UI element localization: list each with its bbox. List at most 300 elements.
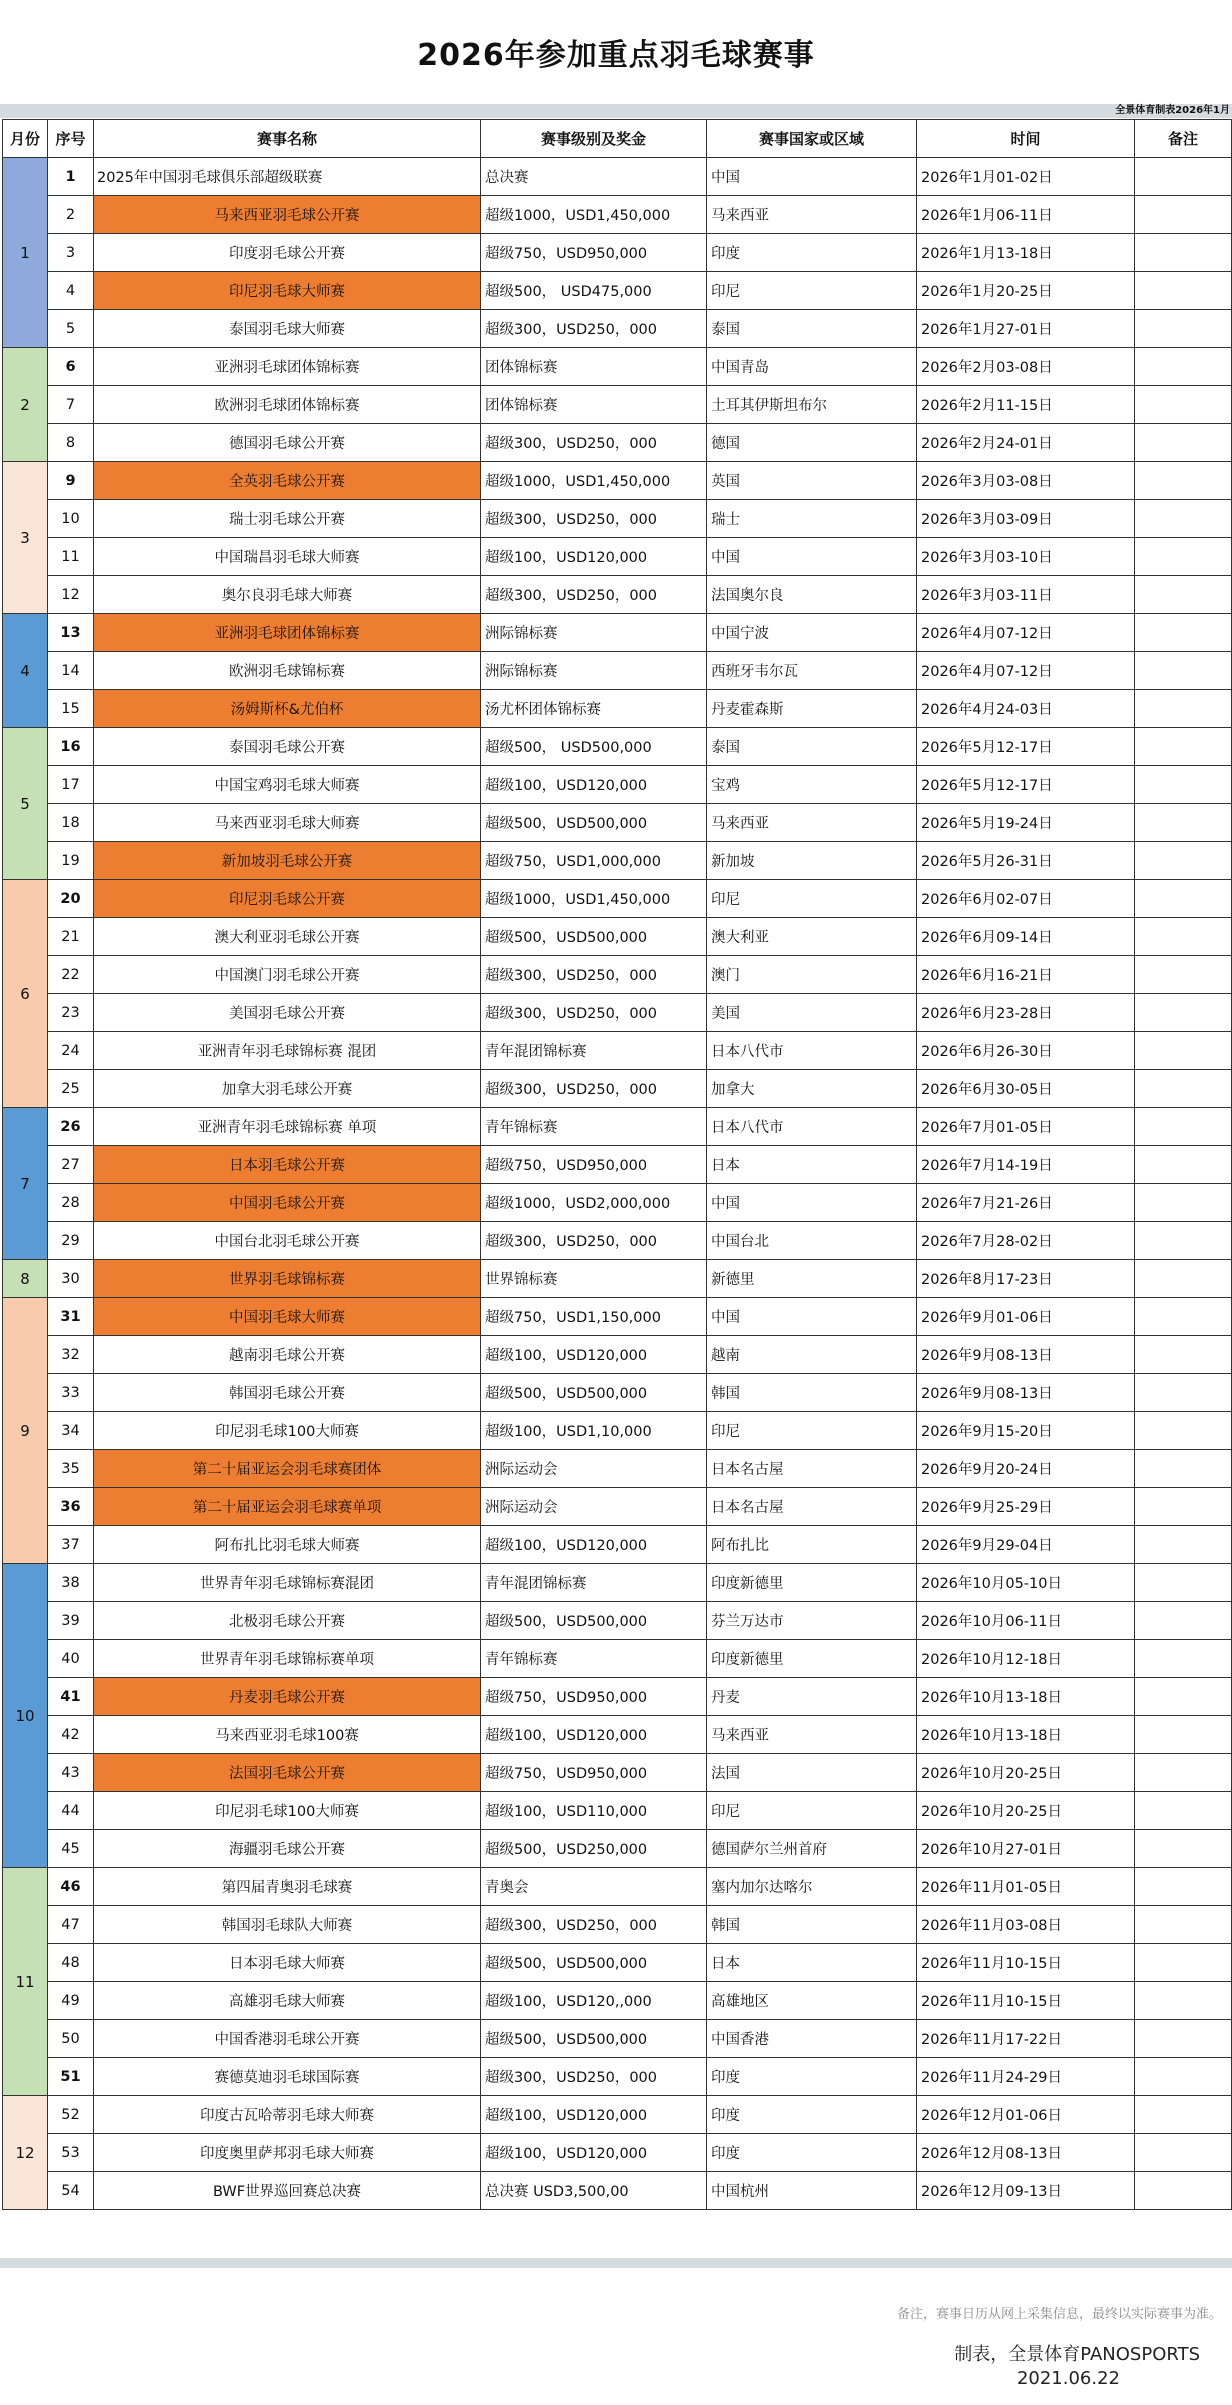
event-name-cell: 阿布扎比羽毛球大师赛	[94, 1526, 481, 1564]
country-cell: 印度新德里	[707, 1564, 917, 1602]
event-name-cell: 中国宝鸡羽毛球大师赛	[94, 766, 481, 804]
country-cell: 美国	[707, 994, 917, 1032]
event-name-cell: 日本羽毛球公开赛	[94, 1146, 481, 1184]
table-row	[3, 1260, 1232, 1298]
note-cell	[1135, 348, 1232, 386]
event-name-cell: 印尼羽毛球100大师赛	[94, 1412, 481, 1450]
note-cell	[1135, 386, 1232, 424]
country-cell: 印尼	[707, 1792, 917, 1830]
note-cell	[1135, 1184, 1232, 1222]
time-cell: 2026年3月03-11日	[917, 576, 1135, 614]
time-cell: 2026年6月30-05日	[917, 1070, 1135, 1108]
event-name-cell: 韩国羽毛球队大师赛	[94, 1906, 481, 1944]
note-cell	[1135, 766, 1232, 804]
seq-cell: 1	[48, 158, 94, 196]
country-cell: 韩国	[707, 1906, 917, 1944]
month-cell: 10	[3, 1564, 48, 1868]
event-name-cell: BWF世界巡回赛总决赛	[94, 2172, 481, 2210]
level-cell: 汤尤杯团体锦标赛	[481, 690, 707, 728]
event-name-cell: 印度奥里萨邦羽毛球大师赛	[94, 2134, 481, 2172]
note-cell	[1135, 728, 1232, 766]
country-cell: 新德里	[707, 1260, 917, 1298]
seq-cell: 35	[48, 1450, 94, 1488]
note-cell	[1135, 272, 1232, 310]
level-cell: 超级300，USD250，000	[481, 310, 707, 348]
time-cell: 2026年10月13-18日	[917, 1678, 1135, 1716]
country-cell: 中国	[707, 538, 917, 576]
seq-cell: 30	[48, 1260, 94, 1298]
credit-label: 全景体育制表2026年1月	[1115, 105, 1230, 116]
event-name-cell: 日本羽毛球大师赛	[94, 1944, 481, 1982]
time-cell: 2026年2月11-15日	[917, 386, 1135, 424]
note-cell	[1135, 1944, 1232, 1982]
seq-cell: 44	[48, 1792, 94, 1830]
time-cell: 2026年1月27-01日	[917, 310, 1135, 348]
time-cell: 2026年7月01-05日	[917, 1108, 1135, 1146]
country-cell: 马来西亚	[707, 196, 917, 234]
table-row	[3, 1640, 1232, 1678]
seq-cell: 13	[48, 614, 94, 652]
month-cell: 3	[3, 462, 48, 614]
time-cell: 2026年5月12-17日	[917, 728, 1135, 766]
seq-cell: 28	[48, 1184, 94, 1222]
country-cell: 德国萨尔兰州首府	[707, 1830, 917, 1868]
country-cell: 丹麦霍森斯	[707, 690, 917, 728]
level-cell: 青年锦标赛	[481, 1640, 707, 1678]
country-cell: 日本	[707, 1146, 917, 1184]
time-cell: 2026年5月12-17日	[917, 766, 1135, 804]
country-cell: 中国台北	[707, 1222, 917, 1260]
seq-cell: 16	[48, 728, 94, 766]
tournament-table	[2, 119, 1232, 2210]
country-cell: 泰国	[707, 310, 917, 348]
time-cell: 2026年10月13-18日	[917, 1716, 1135, 1754]
country-cell: 法国	[707, 1754, 917, 1792]
time-cell: 2026年7月28-02日	[917, 1222, 1135, 1260]
seq-cell: 12	[48, 576, 94, 614]
time-cell: 2026年1月01-02日	[917, 158, 1135, 196]
time-cell: 2026年9月25-29日	[917, 1488, 1135, 1526]
time-cell: 2026年10月12-18日	[917, 1640, 1135, 1678]
time-cell: 2026年8月17-23日	[917, 1260, 1135, 1298]
table-row	[3, 538, 1232, 576]
table-row	[3, 2172, 1232, 2210]
note-cell	[1135, 1488, 1232, 1526]
seq-cell: 54	[48, 2172, 94, 2210]
event-name-cell: 中国香港羽毛球公开赛	[94, 2020, 481, 2058]
country-cell: 宝鸡	[707, 766, 917, 804]
note-cell	[1135, 1792, 1232, 1830]
seq-cell: 3	[48, 234, 94, 272]
time-cell: 2026年6月09-14日	[917, 918, 1135, 956]
event-name-cell: 北极羽毛球公开赛	[94, 1602, 481, 1640]
country-cell: 法国奥尔良	[707, 576, 917, 614]
note-cell	[1135, 1374, 1232, 1412]
country-cell: 韩国	[707, 1374, 917, 1412]
country-cell: 芬兰万达市	[707, 1602, 917, 1640]
seq-cell: 4	[48, 272, 94, 310]
seq-cell: 20	[48, 880, 94, 918]
note-cell	[1135, 1716, 1232, 1754]
time-cell: 2026年12月08-13日	[917, 2134, 1135, 2172]
table-row	[3, 1184, 1232, 1222]
time-cell: 2026年3月03-10日	[917, 538, 1135, 576]
note-cell	[1135, 1526, 1232, 1564]
country-cell: 马来西亚	[707, 804, 917, 842]
level-cell: 青年锦标赛	[481, 1108, 707, 1146]
level-cell: 总决赛	[481, 158, 707, 196]
remark-text: 备注，赛事日历从网上采集信息，最终以实际赛事为准。	[896, 2307, 1222, 2322]
note-cell	[1135, 2058, 1232, 2096]
note-cell	[1135, 1830, 1232, 1868]
table-row	[3, 1716, 1232, 1754]
table-row	[3, 1298, 1232, 1336]
table-row	[3, 272, 1232, 310]
country-cell: 日本名古屋	[707, 1488, 917, 1526]
time-cell: 2026年5月26-31日	[917, 842, 1135, 880]
time-cell: 2026年1月20-25日	[917, 272, 1135, 310]
table-row	[3, 2058, 1232, 2096]
seq-cell: 48	[48, 1944, 94, 1982]
table-row	[3, 196, 1232, 234]
table-row	[3, 500, 1232, 538]
month-cell: 8	[3, 1260, 48, 1298]
country-cell: 澳门	[707, 956, 917, 994]
level-cell: 超级300，USD250，000	[481, 1070, 707, 1108]
table-row	[3, 1906, 1232, 1944]
event-name-cell: 印尼羽毛球大师赛	[94, 272, 481, 310]
time-cell: 2026年11月24-29日	[917, 2058, 1135, 2096]
seq-cell: 43	[48, 1754, 94, 1792]
seq-cell: 40	[48, 1640, 94, 1678]
event-name-cell: 印度羽毛球公开赛	[94, 234, 481, 272]
seq-cell: 33	[48, 1374, 94, 1412]
maker-text: 制表，全景体育PANOSPORTS	[954, 2344, 1200, 2365]
country-cell: 日本	[707, 1944, 917, 1982]
level-cell: 洲际运动会	[481, 1450, 707, 1488]
note-cell	[1135, 1450, 1232, 1488]
header-name: 赛事名称	[94, 120, 481, 158]
country-cell: 高雄地区	[707, 1982, 917, 2020]
header-seq: 序号	[48, 120, 94, 158]
event-name-cell: 澳大利亚羽毛球公开赛	[94, 918, 481, 956]
note-cell	[1135, 2134, 1232, 2172]
note-cell	[1135, 1754, 1232, 1792]
level-cell: 超级750，USD1,150,000	[481, 1298, 707, 1336]
event-name-cell: 全英羽毛球公开赛	[94, 462, 481, 500]
note-cell	[1135, 690, 1232, 728]
time-cell: 2026年11月10-15日	[917, 1982, 1135, 2020]
note-cell	[1135, 1336, 1232, 1374]
time-cell: 2026年9月20-24日	[917, 1450, 1135, 1488]
level-cell: 超级100，USD120,000	[481, 538, 707, 576]
seq-cell: 36	[48, 1488, 94, 1526]
country-cell: 印度	[707, 2058, 917, 2096]
month-cell: 5	[3, 728, 48, 880]
table-row	[3, 1526, 1232, 1564]
table-row	[3, 158, 1232, 196]
note-cell	[1135, 1070, 1232, 1108]
seq-cell: 10	[48, 500, 94, 538]
table-row	[3, 1222, 1232, 1260]
country-cell: 印度新德里	[707, 1640, 917, 1678]
note-cell	[1135, 234, 1232, 272]
note-cell	[1135, 1222, 1232, 1260]
time-cell: 2026年9月08-13日	[917, 1374, 1135, 1412]
country-cell: 中国	[707, 1184, 917, 1222]
time-cell: 2026年9月29-04日	[917, 1526, 1135, 1564]
note-cell	[1135, 1108, 1232, 1146]
note-cell	[1135, 1298, 1232, 1336]
country-cell: 塞内加尔达喀尔	[707, 1868, 917, 1906]
country-cell: 越南	[707, 1336, 917, 1374]
seq-cell: 17	[48, 766, 94, 804]
seq-cell: 29	[48, 1222, 94, 1260]
note-cell	[1135, 804, 1232, 842]
level-cell: 超级750，USD950,000	[481, 1146, 707, 1184]
note-cell	[1135, 158, 1232, 196]
level-cell: 超级100，USD120,000	[481, 2134, 707, 2172]
note-cell	[1135, 500, 1232, 538]
header-note: 备注	[1135, 120, 1232, 158]
time-cell: 2026年4月07-12日	[917, 614, 1135, 652]
level-cell: 超级300，USD250，000	[481, 1906, 707, 1944]
time-cell: 2026年10月20-25日	[917, 1792, 1135, 1830]
country-cell: 中国杭州	[707, 2172, 917, 2210]
seq-cell: 38	[48, 1564, 94, 1602]
time-cell: 2026年12月01-06日	[917, 2096, 1135, 2134]
note-cell	[1135, 424, 1232, 462]
seq-cell: 34	[48, 1412, 94, 1450]
level-cell: 超级100，USD120,000	[481, 766, 707, 804]
seq-cell: 21	[48, 918, 94, 956]
month-cell: 2	[3, 348, 48, 462]
event-name-cell: 美国羽毛球公开赛	[94, 994, 481, 1032]
month-cell: 12	[3, 2096, 48, 2210]
table-row	[3, 880, 1232, 918]
note-cell	[1135, 2020, 1232, 2058]
footer-band	[0, 2258, 1232, 2268]
event-name-cell: 世界羽毛球锦标赛	[94, 1260, 481, 1298]
country-cell: 印尼	[707, 1412, 917, 1450]
event-name-cell: 欧洲羽毛球团体锦标赛	[94, 386, 481, 424]
event-name-cell: 中国瑞昌羽毛球大师赛	[94, 538, 481, 576]
seq-cell: 15	[48, 690, 94, 728]
event-name-cell: 奥尔良羽毛球大师赛	[94, 576, 481, 614]
time-cell: 2026年10月27-01日	[917, 1830, 1135, 1868]
note-cell	[1135, 462, 1232, 500]
note-cell	[1135, 1032, 1232, 1070]
event-name-cell: 第二十届亚运会羽毛球赛单项	[94, 1488, 481, 1526]
event-name-cell: 加拿大羽毛球公开赛	[94, 1070, 481, 1108]
time-cell: 2026年12月09-13日	[917, 2172, 1135, 2210]
seq-cell: 11	[48, 538, 94, 576]
table-row	[3, 728, 1232, 766]
event-name-cell: 亚洲青年羽毛球锦标赛 单项	[94, 1108, 481, 1146]
country-cell: 印度	[707, 2096, 917, 2134]
table-row	[3, 804, 1232, 842]
note-cell	[1135, 994, 1232, 1032]
table-row	[3, 1944, 1232, 1982]
table-row	[3, 2020, 1232, 2058]
header-band	[0, 104, 1232, 118]
seq-cell: 22	[48, 956, 94, 994]
seq-cell: 14	[48, 652, 94, 690]
table-row	[3, 234, 1232, 272]
time-cell: 2026年10月20-25日	[917, 1754, 1135, 1792]
table-row	[3, 1488, 1232, 1526]
level-cell: 超级300，USD250，000	[481, 2058, 707, 2096]
table-row	[3, 1678, 1232, 1716]
seq-cell: 7	[48, 386, 94, 424]
note-cell	[1135, 1602, 1232, 1640]
note-cell	[1135, 1412, 1232, 1450]
table-row	[3, 1868, 1232, 1906]
seq-cell: 47	[48, 1906, 94, 1944]
seq-cell: 46	[48, 1868, 94, 1906]
event-name-cell: 新加坡羽毛球公开赛	[94, 842, 481, 880]
month-cell: 11	[3, 1868, 48, 2096]
level-cell: 超级100，USD1,10,000	[481, 1412, 707, 1450]
country-cell: 日本八代市	[707, 1108, 917, 1146]
table-row	[3, 1108, 1232, 1146]
level-cell: 超级750，USD1,000,000	[481, 842, 707, 880]
level-cell: 世界锦标赛	[481, 1260, 707, 1298]
table-row	[3, 1412, 1232, 1450]
note-cell	[1135, 1982, 1232, 2020]
seq-cell: 51	[48, 2058, 94, 2096]
table-row	[3, 386, 1232, 424]
event-name-cell: 丹麦羽毛球公开赛	[94, 1678, 481, 1716]
level-cell: 超级300，USD250，000	[481, 994, 707, 1032]
event-name-cell: 马来西亚羽毛球公开赛	[94, 196, 481, 234]
level-cell: 超级500，USD500,000	[481, 1944, 707, 1982]
level-cell: 超级300，USD250，000	[481, 424, 707, 462]
seq-cell: 5	[48, 310, 94, 348]
event-name-cell: 马来西亚羽毛球大师赛	[94, 804, 481, 842]
table-row	[3, 310, 1232, 348]
note-cell	[1135, 1640, 1232, 1678]
table-row	[3, 842, 1232, 880]
seq-cell: 25	[48, 1070, 94, 1108]
level-cell: 超级1000，USD1,450,000	[481, 196, 707, 234]
level-cell: 超级100，USD120,000	[481, 1336, 707, 1374]
event-name-cell: 印尼羽毛球100大师赛	[94, 1792, 481, 1830]
month-cell: 4	[3, 614, 48, 728]
table-body	[3, 158, 1232, 2210]
time-cell: 2026年2月03-08日	[917, 348, 1135, 386]
country-cell: 新加坡	[707, 842, 917, 880]
table-row	[3, 1754, 1232, 1792]
header-level: 赛事级别及奖金	[481, 120, 707, 158]
event-name-cell: 亚洲羽毛球团体锦标赛	[94, 614, 481, 652]
event-name-cell: 第四届青奥羽毛球赛	[94, 1868, 481, 1906]
table-row	[3, 462, 1232, 500]
level-cell: 总决赛 USD3,500,00	[481, 2172, 707, 2210]
note-cell	[1135, 1260, 1232, 1298]
table-row	[3, 2096, 1232, 2134]
note-cell	[1135, 2172, 1232, 2210]
level-cell: 超级100，USD120,,000	[481, 1982, 707, 2020]
event-name-cell: 瑞士羽毛球公开赛	[94, 500, 481, 538]
event-name-cell: 中国台北羽毛球公开赛	[94, 1222, 481, 1260]
country-cell: 德国	[707, 424, 917, 462]
note-cell	[1135, 310, 1232, 348]
level-cell: 超级1000，USD2,000,000	[481, 1184, 707, 1222]
date-text: 2021.06.22	[1016, 2368, 1120, 2389]
seq-cell: 49	[48, 1982, 94, 2020]
level-cell: 超级500，USD250,000	[481, 1830, 707, 1868]
table-row	[3, 690, 1232, 728]
level-cell: 超级1000，USD1,450,000	[481, 462, 707, 500]
note-cell	[1135, 880, 1232, 918]
time-cell: 2026年11月03-08日	[917, 1906, 1135, 1944]
seq-cell: 41	[48, 1678, 94, 1716]
country-cell: 泰国	[707, 728, 917, 766]
event-name-cell: 泰国羽毛球公开赛	[94, 728, 481, 766]
seq-cell: 6	[48, 348, 94, 386]
table-row	[3, 1336, 1232, 1374]
time-cell: 2026年1月06-11日	[917, 196, 1135, 234]
country-cell: 土耳其伊斯坦布尔	[707, 386, 917, 424]
table-row	[3, 2134, 1232, 2172]
month-cell: 9	[3, 1298, 48, 1564]
country-cell: 印度	[707, 234, 917, 272]
table-row	[3, 766, 1232, 804]
event-name-cell: 2025年中国羽毛球俱乐部超级联赛	[94, 158, 481, 196]
level-cell: 洲际锦标赛	[481, 652, 707, 690]
table-row	[3, 1564, 1232, 1602]
level-cell: 青年混团锦标赛	[481, 1032, 707, 1070]
seq-cell: 50	[48, 2020, 94, 2058]
level-cell: 超级300，USD250，000	[481, 576, 707, 614]
seq-cell: 52	[48, 2096, 94, 2134]
event-name-cell: 韩国羽毛球公开赛	[94, 1374, 481, 1412]
seq-cell: 2	[48, 196, 94, 234]
level-cell: 团体锦标赛	[481, 386, 707, 424]
country-cell: 中国宁波	[707, 614, 917, 652]
seq-cell: 42	[48, 1716, 94, 1754]
seq-cell: 27	[48, 1146, 94, 1184]
event-name-cell: 汤姆斯杯&尤伯杯	[94, 690, 481, 728]
seq-cell: 24	[48, 1032, 94, 1070]
time-cell: 2026年9月15-20日	[917, 1412, 1135, 1450]
country-cell: 日本八代市	[707, 1032, 917, 1070]
time-cell: 2026年9月01-06日	[917, 1298, 1135, 1336]
event-name-cell: 欧洲羽毛球锦标赛	[94, 652, 481, 690]
seq-cell: 18	[48, 804, 94, 842]
time-cell: 2026年3月03-09日	[917, 500, 1135, 538]
table-row	[3, 1032, 1232, 1070]
level-cell: 超级500， USD500,000	[481, 728, 707, 766]
note-cell	[1135, 1678, 1232, 1716]
country-cell: 中国	[707, 158, 917, 196]
level-cell: 超级500，USD500,000	[481, 2020, 707, 2058]
country-cell: 澳大利亚	[707, 918, 917, 956]
table-row	[3, 956, 1232, 994]
level-cell: 青奥会	[481, 1868, 707, 1906]
time-cell: 2026年6月23-28日	[917, 994, 1135, 1032]
event-name-cell: 印度古瓦哈蒂羽毛球大师赛	[94, 2096, 481, 2134]
level-cell: 超级300，USD250，000	[481, 1222, 707, 1260]
time-cell: 2026年3月03-08日	[917, 462, 1135, 500]
event-name-cell: 第二十届亚运会羽毛球赛团体	[94, 1450, 481, 1488]
table-row	[3, 424, 1232, 462]
event-name-cell: 马来西亚羽毛球100赛	[94, 1716, 481, 1754]
level-cell: 超级500，USD500,000	[481, 918, 707, 956]
country-cell: 印度	[707, 2134, 917, 2172]
event-name-cell: 法国羽毛球公开赛	[94, 1754, 481, 1792]
